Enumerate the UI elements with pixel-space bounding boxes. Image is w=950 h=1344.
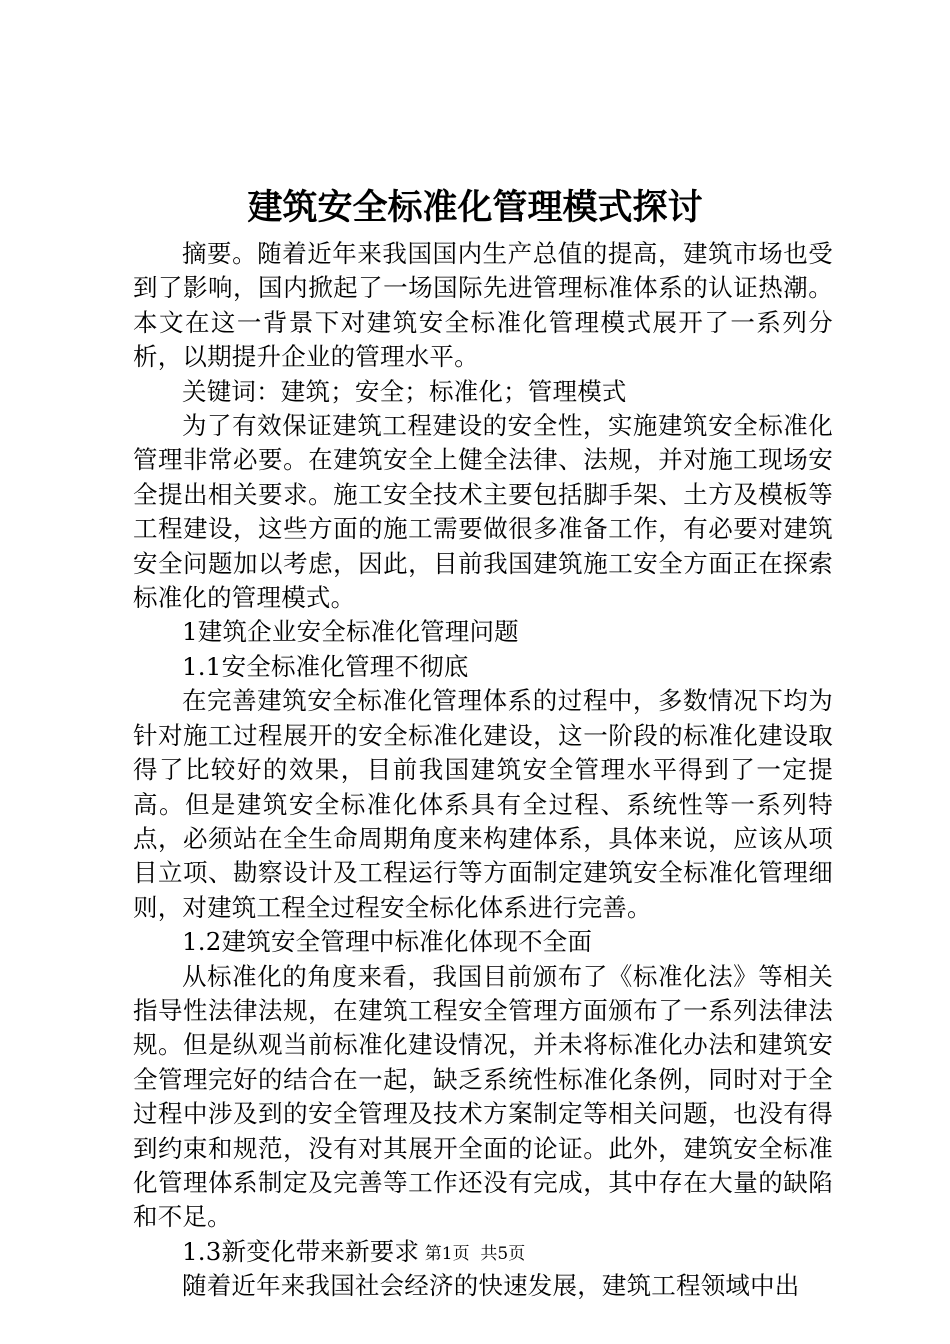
document-body bbox=[133, 237, 833, 1304]
body-paragraph: 从标准化的角度来看，我国目前颁布了《标准化法》等相关指导性法律法规，在建筑工程安全管理方面颁布了一系列法律法规。但是纵观当前标准化建设情况，并未将标准化办法和建筑安全管理完好的结合在一起，缺乏系统性标准化条例，同时对于全过程中涉及到的安全管理及技术方案制定等相关问题，也没有得到约束和规范，没有对其展开全面的论证。此外，建筑安全标准化管理体系制定及完善等工作还没有完成，其中存在大量的缺陷和不足。 bbox=[133, 961, 833, 1232]
intro-paragraph: 为了有效保证建筑工程建设的安全性，实施建筑安全标准化管理非常必要。在建筑安全上健全法律、法规，并对施工现场安全提出相关要求。施工安全技术主要包括脚手架、土方及模板等工程建设，这些方面的施工需要做很多准备工作，有必要对建筑安全问题加以考虑，因此，目前我国建筑施工安全方面正在探索标准化的管理模式。 bbox=[133, 411, 833, 613]
body-paragraph: 随着近年来我国社会经济的快速发展，建筑工程领域中出 bbox=[182, 1271, 800, 1301]
page-footer bbox=[0, 1242, 950, 1266]
abstract-paragraph: 摘要。随着近年来我国国内生产总值的提高，建筑市场也受到了影响，国内掀起了一场国际先进管理标准体系的认证热潮。本文在这一背景下对建筑安全标准化管理模式展开了一系列分析，以期提升企业的管理水平。 bbox=[133, 239, 833, 372]
subsection-heading-1-2: 1.2建筑安全管理中标准化体现不全面 bbox=[182, 927, 593, 957]
subsection-heading-1-1: 1.1安全标准化管理不彻底 bbox=[182, 651, 469, 681]
keywords-line: 关键词：建筑；安全；标准化；管理模式 bbox=[182, 376, 627, 406]
body-paragraph: 在完善建筑安全标准化管理体系的过程中，多数情况下均为针对施工过程展开的安全标准化建设，这一阶段的标准化建设取得了比较好的效果，目前我国建筑安全管理水平得到了一定提高。但是建筑安全标准化体系具有全过程、系统性等一系列特点，必须站在全生命周期角度来构建体系，具体来说，应该从项目立项、勘察设计及工程运行等方面制定建筑安全标准化管理细则，对建筑工程全过程安全标化体系进行完善。 bbox=[133, 686, 833, 922]
page-total: 共5页 bbox=[480, 1244, 526, 1264]
footer-spacer bbox=[470, 1244, 481, 1264]
subsection-heading-1-3: 1.3新变化带来新要求 bbox=[182, 1236, 420, 1266]
section-heading-1: 1建筑企业安全标准化管理问题 bbox=[182, 617, 519, 647]
document-title: 建筑安全标准化管理模式探讨 bbox=[247, 187, 703, 228]
page-number: 第1页 bbox=[424, 1244, 470, 1264]
